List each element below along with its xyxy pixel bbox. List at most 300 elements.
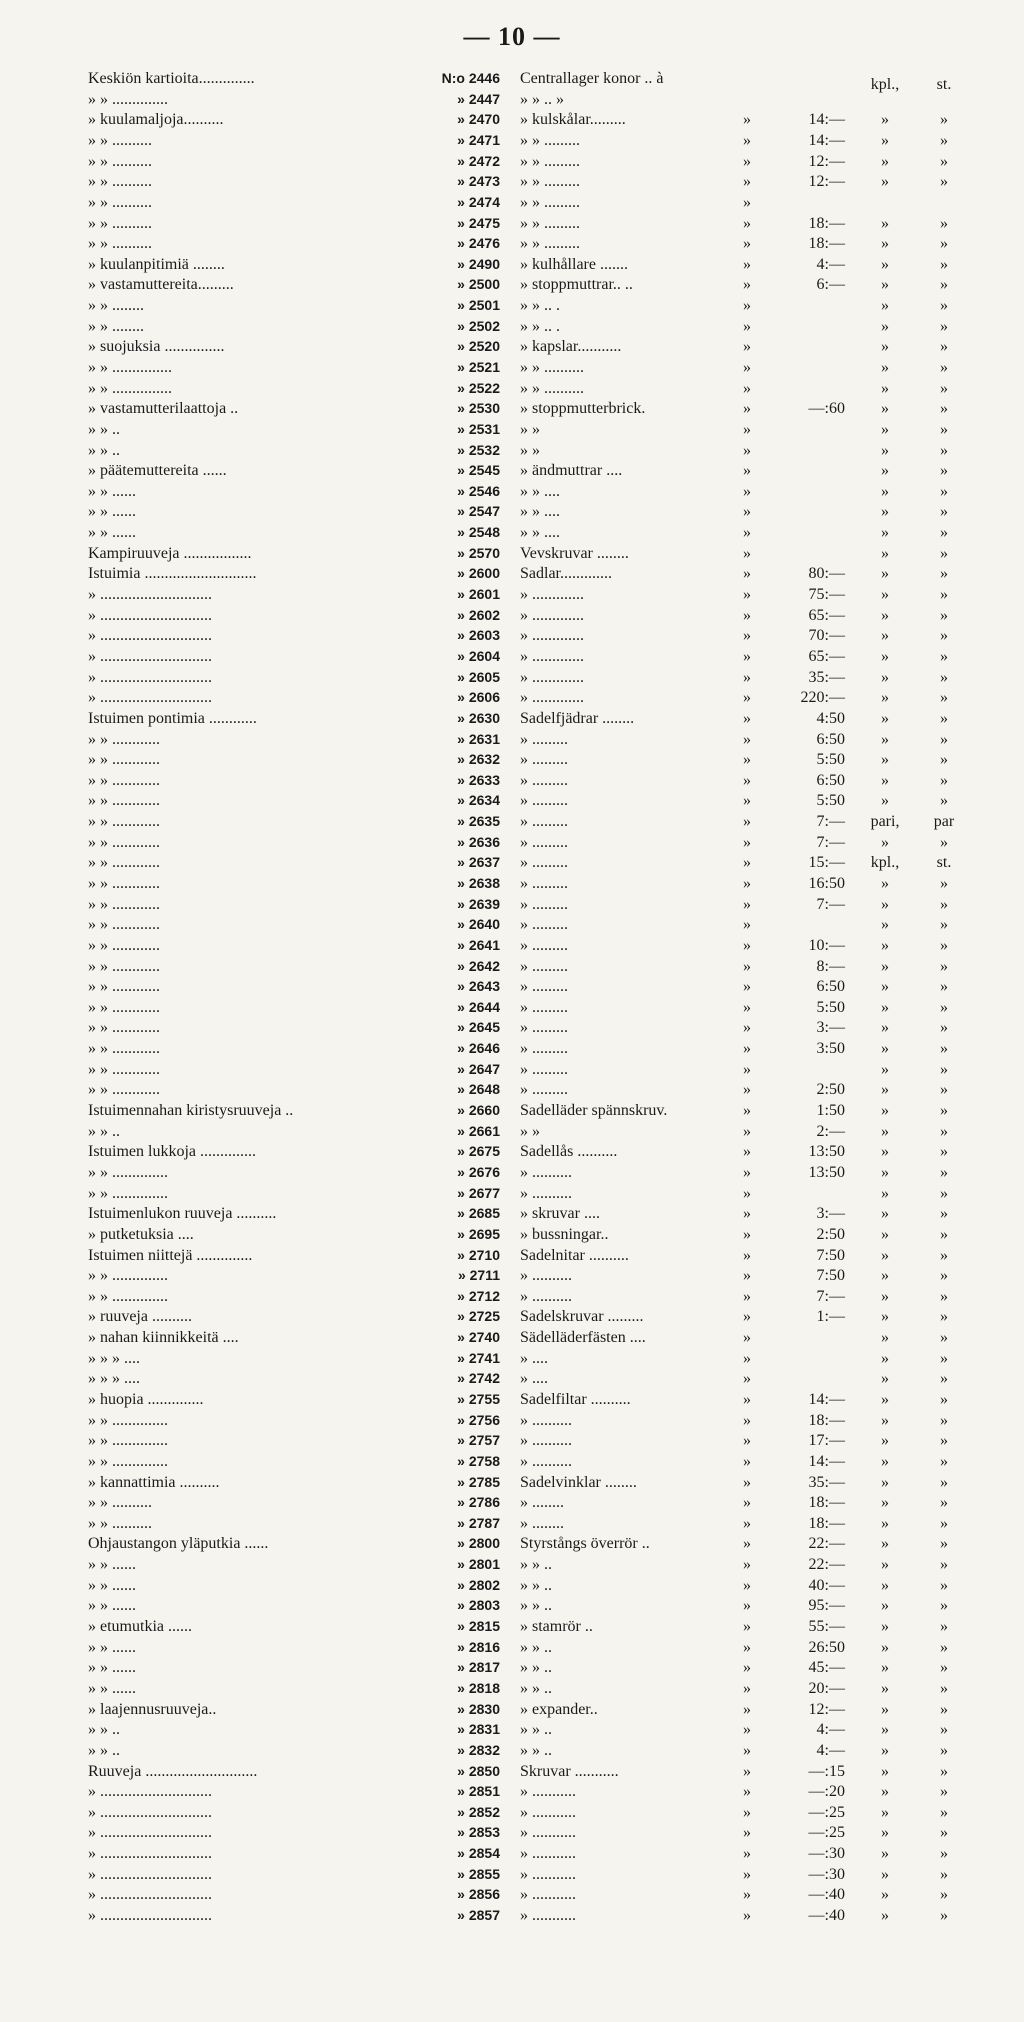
ditto-mark: » <box>743 1308 751 1326</box>
finnish-name: » » .............. <box>88 1184 168 1202</box>
table-row <box>0 151 1024 172</box>
swedish-name: » ......... <box>520 854 568 872</box>
unit-finnish: » <box>881 173 889 191</box>
swedish-name: » ........... <box>520 1783 576 1801</box>
swedish-name: » ......... <box>520 875 568 892</box>
unit-finnish: » <box>881 1143 889 1161</box>
finnish-name: » » .. <box>88 1741 120 1759</box>
table-row <box>0 1554 1024 1575</box>
unit-finnish: » <box>881 359 889 376</box>
part-number: » 2490 <box>457 255 500 272</box>
finnish-name: » » ........ <box>88 297 144 314</box>
swedish-name: » ............. <box>520 586 584 603</box>
table-row <box>0 274 1024 295</box>
price: 65:— <box>808 647 845 665</box>
swedish-name: » bussningar.. <box>520 1225 609 1243</box>
unit-finnish: » <box>881 771 889 789</box>
swedish-name: Vevskruvar ........ <box>520 544 629 562</box>
unit-finnish: » <box>881 317 889 335</box>
table-row <box>0 1017 1024 1038</box>
swedish-name: » » ......... <box>520 214 580 232</box>
part-number: » 2710 <box>457 1246 500 1263</box>
ditto-mark: » <box>743 1659 751 1677</box>
part-number: » 2548 <box>457 524 500 541</box>
unit-finnish: » <box>881 1659 889 1677</box>
unit-swedish: » <box>940 441 948 459</box>
swedish-name: Sadelfjädrar ........ <box>520 709 635 727</box>
table-row <box>0 1492 1024 1513</box>
table-row <box>0 625 1024 646</box>
unit-swedish: » <box>940 1308 948 1326</box>
unit-finnish: » <box>881 1783 889 1801</box>
price: 8:— <box>816 957 845 975</box>
unit-swedish: » <box>940 1803 948 1821</box>
table-row <box>0 1389 1024 1410</box>
price: 80:— <box>808 565 845 583</box>
finnish-name: » » » .... <box>88 1370 140 1388</box>
unit-finnish: » <box>881 1370 889 1388</box>
unit-swedish: » <box>940 1845 948 1862</box>
unit-swedish: » <box>940 1081 948 1099</box>
part-number: » 2742 <box>457 1370 500 1387</box>
table-row <box>0 1224 1024 1245</box>
unit-swedish: » <box>940 751 948 769</box>
swedish-name: » ......... <box>520 978 568 996</box>
ditto-mark: » <box>743 1576 751 1594</box>
unit-swedish: » <box>940 792 948 810</box>
part-number: » 2648 <box>457 1081 500 1098</box>
part-number: » 2502 <box>457 317 500 334</box>
table-row <box>0 1637 1024 1658</box>
unit-finnish: » <box>881 297 889 314</box>
unit-header-finnish: kpl., <box>870 76 900 93</box>
unit-swedish: » <box>940 998 948 1016</box>
swedish-name: » ........... <box>520 1845 576 1862</box>
swedish-name: » ......... <box>520 1060 568 1078</box>
finnish-name: » » ............ <box>88 1081 160 1099</box>
unit-swedish: » <box>940 1411 948 1429</box>
swedish-name: » » ......... <box>520 152 580 170</box>
part-number: » 2547 <box>457 503 500 520</box>
swedish-name: Sadelvinklar ........ <box>520 1473 637 1491</box>
unit-swedish: » <box>940 503 948 521</box>
unit-swedish: » <box>940 1246 948 1264</box>
unit-swedish: » <box>940 895 948 913</box>
part-number: » 2500 <box>457 276 500 293</box>
unit-finnish: » <box>881 1411 889 1429</box>
table-row <box>0 646 1024 667</box>
part-number: » 2475 <box>457 214 500 231</box>
finnish-name: » putketuksia .... <box>88 1225 194 1243</box>
table-row <box>0 522 1024 543</box>
price: 3:— <box>816 1019 845 1037</box>
unit-finnish: » <box>881 152 889 170</box>
price: —:60 <box>808 400 845 418</box>
table-row <box>0 213 1024 234</box>
table-row <box>0 1245 1024 1266</box>
unit-finnish: » <box>881 255 889 273</box>
table-row <box>0 1306 1024 1327</box>
unit-finnish: » <box>881 379 889 397</box>
ditto-mark: » <box>743 606 751 624</box>
unit-finnish: » <box>881 1040 889 1058</box>
part-number: » 2635 <box>457 813 500 829</box>
part-number: » 2855 <box>457 1865 500 1882</box>
swedish-name: » ........ <box>520 1494 564 1512</box>
price: —:15 <box>808 1762 845 1780</box>
price: 1:50 <box>816 1102 845 1119</box>
ditto-mark: » <box>743 730 751 748</box>
swedish-name: » stamrör .. <box>520 1618 593 1635</box>
unit-finnish: » <box>881 565 889 583</box>
unit-swedish: » <box>940 276 948 294</box>
unit-swedish: » <box>940 1452 948 1470</box>
part-number: » 2646 <box>457 1040 500 1057</box>
part-number: » 2521 <box>457 359 500 375</box>
unit-finnish: » <box>881 586 889 603</box>
unit-swedish: » <box>940 565 948 583</box>
ditto-mark: » <box>743 359 751 376</box>
table-row <box>0 192 1024 213</box>
swedish-name: » » .. <box>520 1638 552 1656</box>
unit-swedish: par <box>933 813 955 830</box>
price: —:25 <box>808 1824 845 1842</box>
finnish-name: » kuulamaljoja.......... <box>88 111 224 129</box>
unit-swedish: » <box>940 1473 948 1491</box>
ditto-mark: » <box>743 586 751 603</box>
part-number: » 2645 <box>457 1019 500 1036</box>
unit-swedish: » <box>940 1824 948 1842</box>
part-number: » 2472 <box>457 152 500 169</box>
table-row <box>0 563 1024 584</box>
price: 40:— <box>808 1576 845 1594</box>
ditto-mark: » <box>743 813 751 830</box>
table-row <box>0 1719 1024 1740</box>
swedish-name: » ......... <box>520 936 568 954</box>
unit-finnish: » <box>881 647 889 665</box>
unit-finnish: » <box>881 338 889 356</box>
unit-swedish: » <box>940 1576 948 1594</box>
ditto-mark: » <box>743 1700 751 1718</box>
finnish-name: » ............................ <box>88 586 212 603</box>
ditto-mark: » <box>743 276 751 294</box>
finnish-name: » » ........ <box>88 317 144 335</box>
table-row <box>0 1802 1024 1823</box>
ditto-mark: » <box>743 875 751 892</box>
part-number: » 2638 <box>457 875 500 891</box>
swedish-name: Sadelskruvar ......... <box>520 1308 644 1326</box>
unit-swedish: » <box>940 1019 948 1037</box>
table-row <box>0 1657 1024 1678</box>
unit-swedish: » <box>940 235 948 253</box>
table-row <box>0 1079 1024 1100</box>
price: 18:— <box>808 214 845 232</box>
table-row <box>0 1327 1024 1348</box>
unit-swedish: » <box>940 1494 948 1512</box>
swedish-name: » » .... <box>520 524 560 542</box>
unit-swedish: » <box>940 586 948 603</box>
unit-swedish: » <box>940 1865 948 1883</box>
ditto-mark: » <box>743 936 751 954</box>
price: 45:— <box>808 1659 845 1677</box>
unit-swedish: st. <box>936 854 952 872</box>
swedish-name: » » .. <box>520 1597 552 1615</box>
ditto-mark: » <box>743 503 751 521</box>
table-row <box>0 336 1024 357</box>
table-row <box>0 1822 1024 1843</box>
swedish-name: » ......... <box>520 895 568 913</box>
finnish-name: » » ............ <box>88 875 160 892</box>
swedish-name: » ......... <box>520 771 568 789</box>
part-number: » 2817 <box>457 1659 500 1676</box>
table-row <box>0 584 1024 605</box>
ditto-mark: » <box>743 255 751 273</box>
part-number: » 2640 <box>457 916 500 933</box>
unit-finnish: » <box>881 1225 889 1243</box>
ditto-mark: » <box>743 895 751 913</box>
ditto-mark: » <box>743 1535 751 1553</box>
unit-swedish: » <box>940 606 948 624</box>
unit-swedish: » <box>940 1618 948 1635</box>
unit-swedish: » <box>940 152 948 170</box>
swedish-name: » ......... <box>520 1040 568 1058</box>
price: 12:— <box>808 152 845 170</box>
ditto-mark: » <box>743 854 751 872</box>
part-number: » 2856 <box>457 1886 500 1903</box>
price: 4:— <box>816 1741 845 1759</box>
table-row <box>0 852 1024 873</box>
ditto-mark: » <box>743 1246 751 1264</box>
table-row <box>0 1183 1024 1204</box>
ditto-mark: » <box>743 152 751 170</box>
swedish-name: » » .. <box>520 1556 552 1574</box>
unit-finnish: » <box>881 709 889 727</box>
finnish-name: » » .. <box>88 1721 120 1739</box>
ditto-mark: » <box>743 998 751 1016</box>
swedish-name: » ......... <box>520 998 568 1016</box>
unit-swedish: » <box>940 297 948 314</box>
unit-finnish: » <box>881 1122 889 1140</box>
finnish-name: » » ...... <box>88 482 136 500</box>
price: 2:— <box>816 1122 845 1140</box>
unit-swedish: » <box>940 771 948 789</box>
finnish-name: » ............................ <box>88 668 212 686</box>
table-row <box>0 378 1024 399</box>
swedish-name: » » .. <box>520 1741 552 1759</box>
unit-swedish: » <box>940 131 948 149</box>
swedish-name: » » <box>520 420 540 438</box>
unit-finnish: » <box>881 524 889 542</box>
ditto-mark: » <box>743 1907 751 1924</box>
unit-swedish: » <box>940 668 948 686</box>
unit-finnish: » <box>881 606 889 624</box>
finnish-name: » » ............ <box>88 1040 160 1058</box>
ditto-mark: » <box>743 1267 751 1285</box>
ditto-mark: » <box>743 1845 751 1862</box>
unit-swedish: » <box>940 1886 948 1904</box>
unit-finnish: » <box>881 895 889 913</box>
price: 3:50 <box>816 1040 845 1058</box>
ditto-mark: » <box>743 1081 751 1099</box>
table-row <box>0 543 1024 564</box>
unit-swedish: » <box>940 1391 948 1408</box>
price: 5:50 <box>816 751 845 769</box>
price: —:30 <box>808 1865 845 1883</box>
price: 6:50 <box>816 978 845 996</box>
unit-swedish: » <box>940 730 948 748</box>
price: 10:— <box>808 936 845 954</box>
swedish-name: » » ......... <box>520 235 580 253</box>
unit-swedish: » <box>940 400 948 418</box>
unit-finnish: » <box>881 833 889 851</box>
part-number: » 2631 <box>457 730 500 747</box>
ditto-mark: » <box>743 1205 751 1223</box>
unit-swedish: » <box>940 833 948 851</box>
unit-swedish: » <box>940 359 948 376</box>
ditto-mark: » <box>743 833 751 851</box>
table-row <box>0 832 1024 853</box>
part-number: » 2520 <box>457 338 500 355</box>
table-row <box>0 749 1024 770</box>
unit-finnish: » <box>881 441 889 459</box>
unit-finnish: » <box>881 751 889 769</box>
unit-finnish: » <box>881 1741 889 1759</box>
unit-finnish: » <box>881 1329 889 1346</box>
swedish-name: » ........... <box>520 1824 576 1842</box>
unit-finnish: » <box>881 627 889 645</box>
unit-finnish: » <box>881 1907 889 1924</box>
ditto-mark: » <box>743 1349 751 1367</box>
ditto-mark: » <box>743 565 751 583</box>
ditto-mark: » <box>743 957 751 975</box>
swedish-name: » ......... <box>520 1081 568 1099</box>
swedish-name: » » ......... <box>520 173 580 191</box>
swedish-name: » » .......... <box>520 359 584 376</box>
swedish-name: Sadelläder spännskruv. <box>520 1102 668 1119</box>
unit-swedish: » <box>940 1225 948 1243</box>
finnish-name: » » ............ <box>88 813 160 830</box>
part-number: » 2602 <box>457 606 500 623</box>
unit-finnish: » <box>881 1803 889 1821</box>
unit-swedish: » <box>940 1514 948 1532</box>
unit-finnish: » <box>881 1576 889 1594</box>
ditto-mark: » <box>743 1824 751 1842</box>
ditto-mark: » <box>743 1514 751 1532</box>
part-number: » 2605 <box>457 668 500 685</box>
ditto-mark: » <box>743 689 751 707</box>
part-number: » 2647 <box>457 1060 500 1077</box>
ditto-mark: » <box>743 709 751 727</box>
part-number: » 2801 <box>457 1556 500 1573</box>
finnish-name: » » ...... <box>88 1659 136 1677</box>
unit-finnish: » <box>881 235 889 253</box>
table-row <box>0 770 1024 791</box>
ditto-mark: » <box>743 1411 751 1429</box>
finnish-name: » huopia .............. <box>88 1391 204 1408</box>
finnish-name: » kannattimia .......... <box>88 1473 220 1491</box>
ditto-mark: » <box>743 1370 751 1388</box>
unit-finnish: » <box>881 668 889 686</box>
unit-finnish: » <box>881 1184 889 1202</box>
swedish-name: » skruvar .... <box>520 1205 600 1223</box>
swedish-name: » ............. <box>520 606 584 624</box>
finnish-name: » » .............. <box>88 1267 168 1285</box>
price: 2:50 <box>816 1081 845 1099</box>
unit-swedish: » <box>940 647 948 665</box>
table-row <box>0 1616 1024 1637</box>
price: —:40 <box>808 1886 845 1904</box>
price: 6:50 <box>816 771 845 789</box>
unit-swedish: » <box>940 173 948 191</box>
ditto-mark: » <box>743 420 751 438</box>
part-number: » 2695 <box>457 1225 500 1242</box>
price: 35:— <box>808 1473 845 1491</box>
unit-swedish: » <box>940 1143 948 1161</box>
part-number: » 2636 <box>457 833 500 850</box>
unit-finnish: » <box>881 400 889 418</box>
unit-finnish: » <box>881 1246 889 1264</box>
finnish-name: Istuimennahan kiristysruuveja .. <box>88 1102 294 1119</box>
unit-swedish: » <box>940 689 948 707</box>
finnish-name: » » ...... <box>88 1679 136 1697</box>
table-row <box>0 1038 1024 1059</box>
price: 7:— <box>816 895 845 913</box>
unit-swedish: » <box>940 214 948 232</box>
part-number: » 2831 <box>457 1721 500 1738</box>
finnish-name: » » .......... <box>88 173 152 191</box>
ditto-mark: » <box>743 1597 751 1615</box>
unit-swedish: » <box>940 255 948 273</box>
table-row <box>0 1472 1024 1493</box>
price: 75:— <box>808 586 845 603</box>
swedish-name: » » .. . <box>520 297 560 314</box>
swedish-name: » ......... <box>520 1019 568 1037</box>
swedish-name: » ......... <box>520 792 568 810</box>
finnish-name: » » ...... <box>88 1597 136 1615</box>
price: 13:50 <box>808 1163 845 1181</box>
ditto-mark: » <box>743 1452 751 1470</box>
finnish-name: » suojuksia ............... <box>88 338 225 356</box>
finnish-name: Istuimen lukkoja .............. <box>88 1143 256 1161</box>
price: 1:— <box>816 1308 845 1326</box>
table-row <box>0 254 1024 275</box>
part-number: » 2644 <box>457 998 500 1015</box>
ditto-mark: » <box>743 131 751 149</box>
unit-finnish: » <box>881 1700 889 1718</box>
swedish-name: » .......... <box>520 1184 572 1202</box>
ditto-mark: » <box>743 317 751 335</box>
unit-swedish: » <box>940 1597 948 1615</box>
unit-swedish: » <box>940 1370 948 1388</box>
part-number: » 2741 <box>457 1349 500 1366</box>
part-number: » 2725 <box>457 1308 500 1325</box>
unit-finnish: » <box>881 1535 889 1553</box>
price: 14:— <box>808 131 845 149</box>
part-number: » 2545 <box>457 462 500 479</box>
ditto-mark: » <box>743 111 751 129</box>
swedish-name: » ........... <box>520 1865 576 1883</box>
finnish-name: Keskiön kartioita.............. <box>88 70 255 87</box>
ditto-mark: » <box>743 214 751 232</box>
finnish-name: Istuimia ............................ <box>88 565 257 583</box>
part-number: » 2634 <box>457 792 500 809</box>
finnish-name: » vastamutterilaattoja .. <box>88 400 239 418</box>
swedish-name: » » ......... <box>520 131 580 149</box>
ditto-mark: » <box>743 1102 751 1119</box>
unit-swedish: » <box>940 317 948 335</box>
swedish-name: » » .. <box>520 1679 552 1697</box>
unit-finnish: » <box>881 1824 889 1842</box>
